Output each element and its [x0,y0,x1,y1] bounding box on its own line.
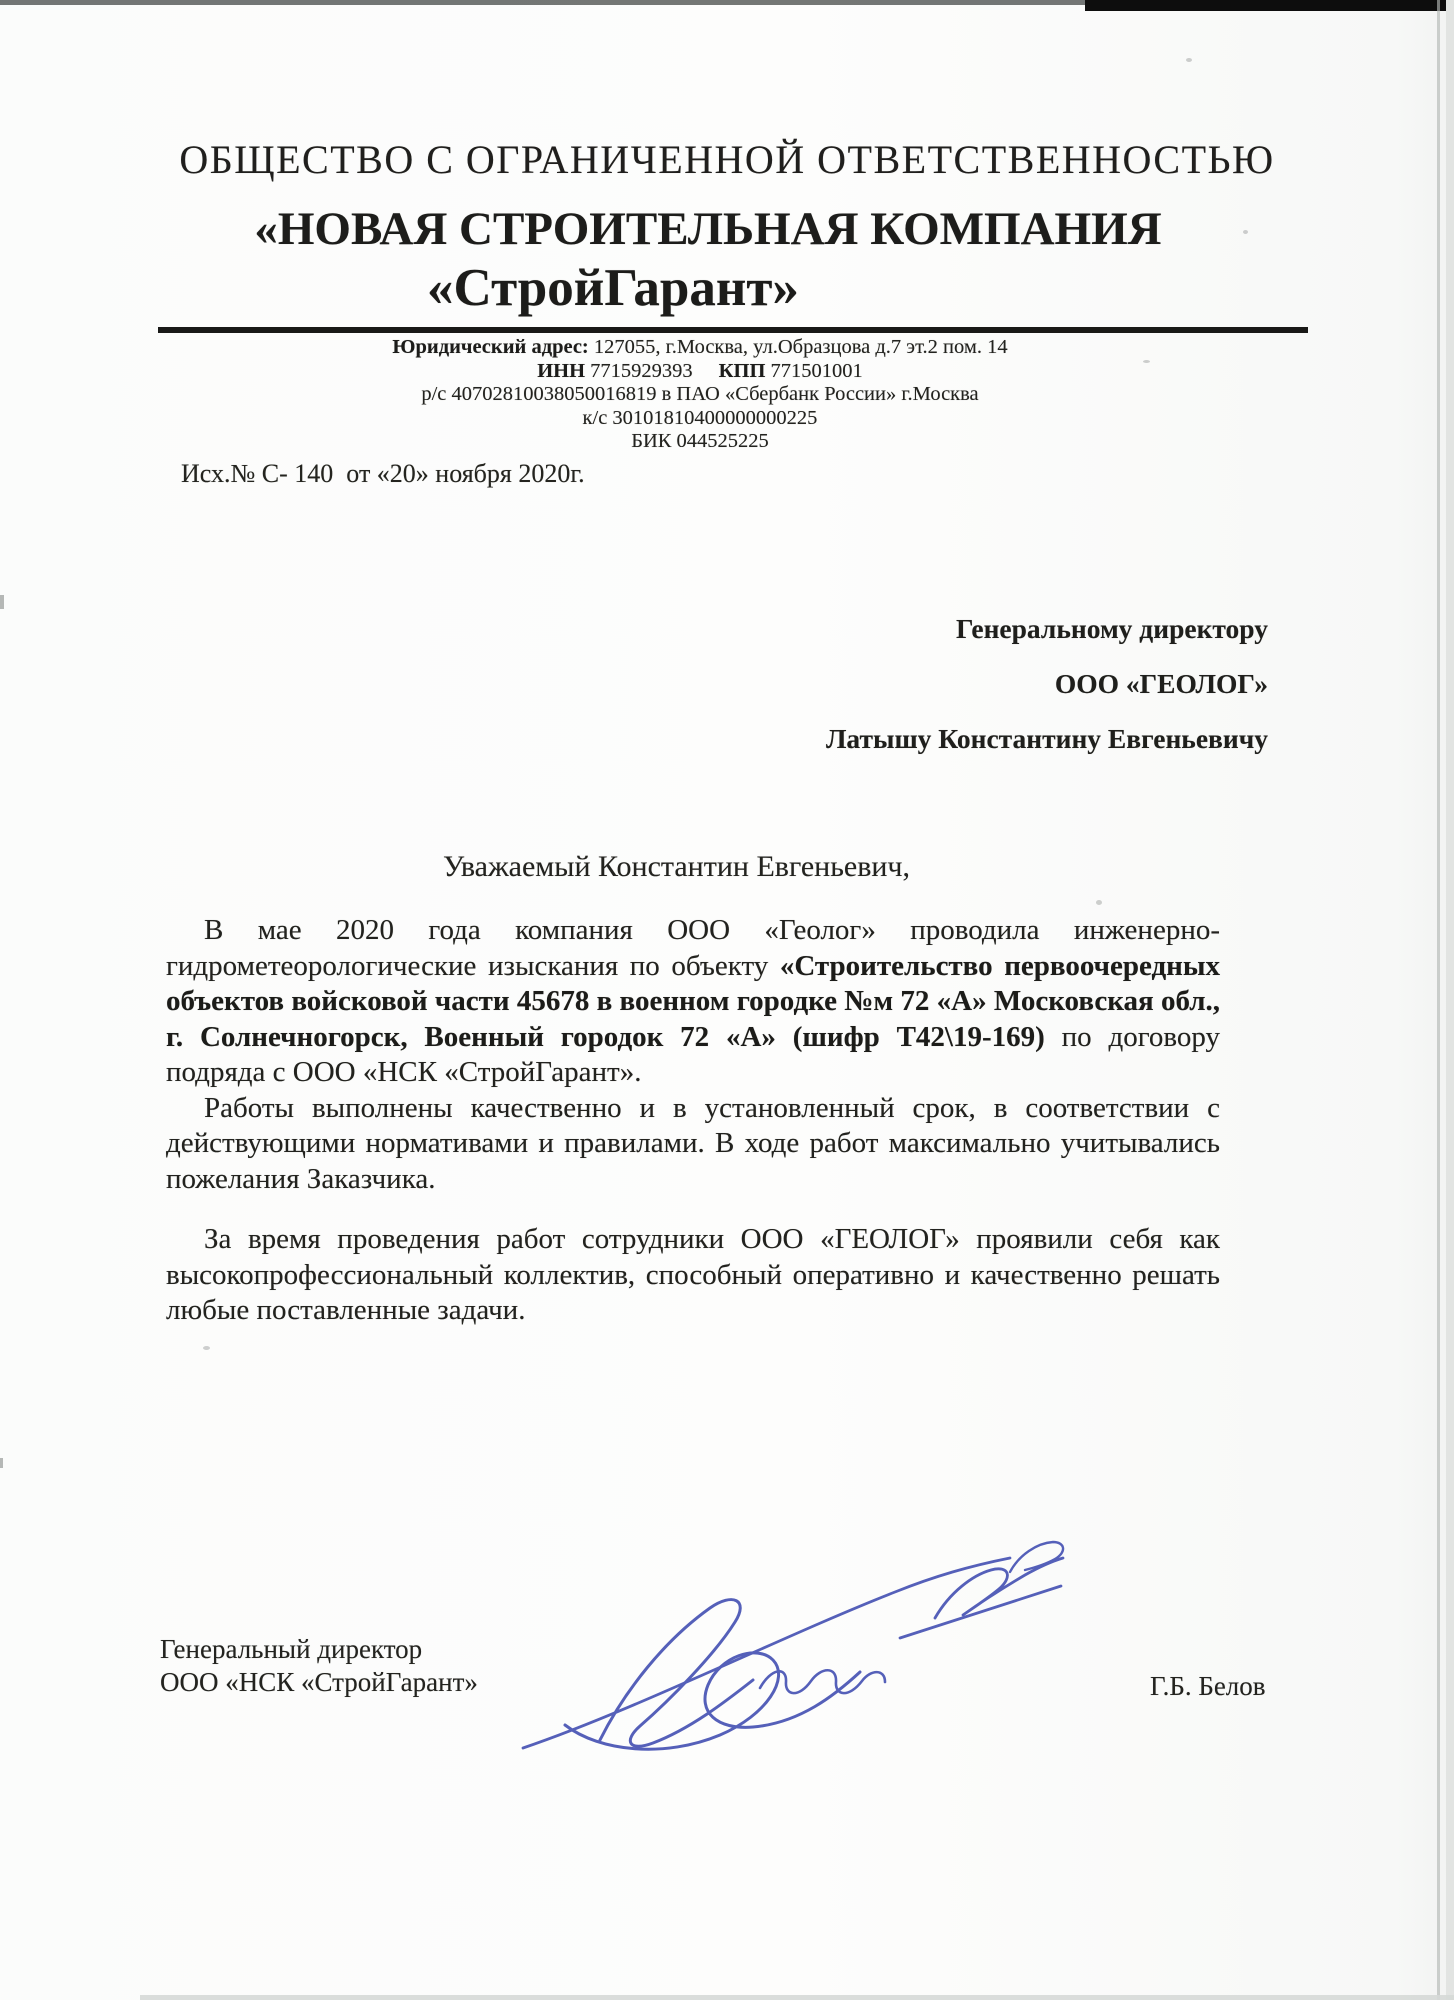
scan-speck [203,1346,210,1350]
signer-title-line2: ООО «НСК «СтройГарант» [160,1667,478,1697]
letterhead-divider [158,327,1308,333]
signer-title-line1: Генеральный директор [160,1634,423,1664]
paragraph-1-end: по договору подряда с ООО «НСК «СтройГарант». [166,1020,1221,1088]
inn-kpp-line [0,360,1400,384]
correspondent-account-line: к/с 30101810400000000225 [582,406,818,429]
addressee-name: Латышу Константину Евгеньевичу [825,723,1268,754]
inn-label: ИНН [537,359,586,382]
scan-left-edge-mark [0,595,4,609]
scan-left-edge-mark [0,1458,3,1468]
letterhead-requisites [0,336,1400,454]
company-name-line: «НОВАЯ СТРОИТЕЛЬНАЯ КОМПАНИЯ [254,203,1162,255]
scan-speck [1186,58,1192,62]
paragraph-3: За время проведения работ сотрудники ООО «ГЕОЛОГ» проявили себя как высокопрофессиональный коллектив, способный оперативно и качественно решать любые поставленные задачи. [166,1223,1220,1326]
settlement-account-line: р/с 40702810038050016819 в ПАО «Сбербанк России» г.Москва [421,383,979,405]
scan-top-right-bar [1085,0,1454,11]
paragraph-1-start: В мае 2020 года компания ООО «Геолог» проводила инженерно-гидрометеорологические изыскания по объекту [166,914,1220,982]
bik-line: БИК 044525225 [631,430,769,452]
company-brand-name: «СтройГарант» [427,259,799,317]
legal-address-line [0,336,1400,360]
scan-right-edge-band [1446,0,1454,2000]
addressee-position: Генеральному директору [955,613,1268,644]
handwritten-signature-ink [505,1530,1085,1768]
kpp-value: 771501001 [770,359,863,382]
signature-strokes [523,1542,1063,1749]
paragraph-1-object-bold: «Строительство первоочередных объектов войсковой части 45678 в военном городке №м 72 «А» Московская обл., г. Солнечногорск, Военный городок 72 «А» (шифр Т42\19-169) [166,949,1220,1053]
outgoing-reference-number: Исх.№ С- 140 от «20» ноября 2020г. [181,459,585,488]
signer-title-block [160,1633,478,1699]
salutation: Уважаемый Константин Евгеньевич, [443,850,911,883]
scan-right-edge-line [1437,0,1440,2000]
letter-body [166,913,1220,1329]
addressee-company: ООО «ГЕОЛОГ» [1054,668,1268,699]
scan-speck [1096,900,1102,905]
signer-name: Г.Б. Белов [1150,1671,1266,1701]
scan-bottom-edge [140,1995,1454,2000]
addressee-block [826,612,1268,777]
kpp-label: КПП [718,359,766,382]
paragraph-1 [166,913,1220,1091]
legal-address-label: Юридический адрес: [392,336,589,358]
company-legal-form: ОБЩЕСТВО С ОГРАНИЧЕННОЙ ОТВЕТСТВЕННОСТЬЮ [179,137,1275,182]
paragraph-2: Работы выполнены качественно и в установленный срок, в соответствии с действующими нормативами и правилами. В ходе работ максимально учитывались пожелания Заказчика. [166,1091,1220,1195]
legal-address-value: 127055, г.Москва, ул.Образцова д.7 эт.2 пом. 14 [593,336,1008,358]
inn-value: 7715929393 [590,359,693,382]
